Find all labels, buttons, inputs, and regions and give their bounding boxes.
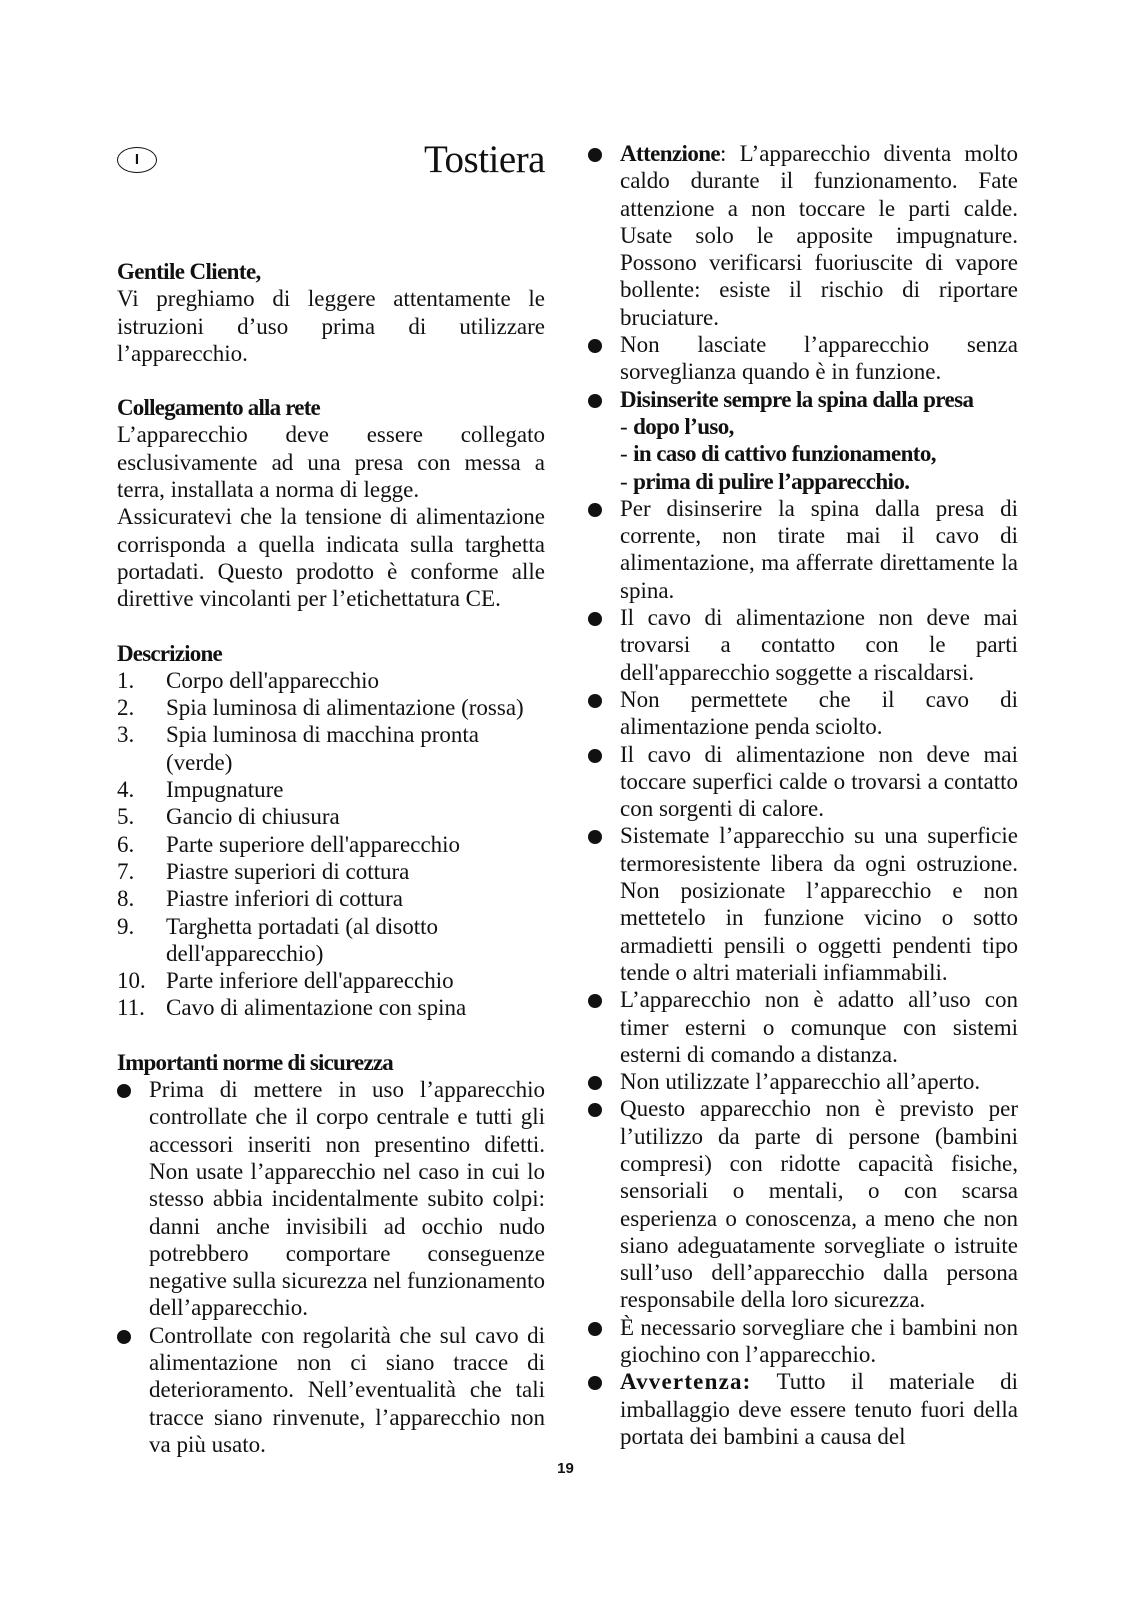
list-item: - dopo l’uso,: [620, 413, 734, 439]
connection-heading: Collegamento alla rete: [117, 395, 320, 421]
page-title: Tostiera: [423, 138, 545, 181]
intro-text: Vi preghiamo di leggere attentamente le istruzioni d’uso prima di utilizzare l’apparecchio.: [117, 286, 545, 366]
attention-label: Attenzione: [620, 141, 721, 166]
parts-list: [117, 667, 545, 1022]
safety-item: Per disinserire la spina dalla presa di corrente, non tirate mai il cavo di alimentazione, ma afferrate direttamente la spina.: [588, 495, 1018, 604]
safety-item: Sistemate l’apparecchio su una superficie termoresistente libera da ogni ostruzione. Non posizionate l’apparecchio e non mettetelo in funzione vicino o sotto armadietti pensili o oggetti pendenti tipo tende o altri materiali infiammabili.: [588, 822, 1018, 986]
list-item: 8. Piastre inferiori di cottura: [117, 886, 403, 912]
unplug-cases: [620, 413, 1018, 495]
description-heading: Descrizione: [117, 640, 222, 666]
list-item: 7. Piastre superiori di cottura: [117, 858, 410, 884]
safety-heading: Importanti norme di sicurezza: [117, 1049, 393, 1075]
page-number: 19: [557, 1460, 574, 1477]
list-item: 5. Gancio di chiusura: [117, 804, 340, 830]
safety-item-attention: Attenzione: L’apparecchio diventa molto caldo durante il funzionamento. Fate attenzione a non toccare le parti calde. Usate solo le apposite impugnature. Possono verificarsi fuoriuscite di vapore bollente: esiste il rischio di riportare bruciature.: [588, 140, 1018, 331]
safety-item: È necessario sorvegliare che i bambini non giochino con l’apparecchio.: [588, 1314, 1018, 1369]
connection-paragraph-2: Assicuratevi che la tensione di alimentazione corrisponda a quella indicata sulla targhetta portadati. Questo prodotto è conforme alle direttive vincolanti per l’etichettatura CE.: [117, 504, 545, 612]
list-item: 9. Targhetta portadati (al disotto dell'apparecchio): [117, 913, 438, 966]
list-item: 2. Spia luminosa di alimentazione (rossa): [117, 695, 524, 721]
list-item: - prima di pulire l’apparecchio.: [620, 468, 910, 494]
safety-item: Il cavo di alimentazione non deve mai trovarsi a contatto con le parti dell'apparecchio soggette a riscaldarsi.: [588, 604, 1018, 686]
safety-item: Questo apparecchio non è previsto per l’utilizzo da parte di persone (bambini compresi) con ridotte capacità fisiche, sensoriali o mentali, o con scarsa esperienza o conoscenza, a meno che non siano adeguatamente sorvegliate o istruite sull’uso dell’apparecchio dalla persona responsabile della loro sicurezza.: [588, 1095, 1018, 1313]
list-item: - in caso di cattivo funzionamento,: [620, 441, 936, 467]
list-item: 6. Parte superiore dell'apparecchio: [117, 831, 461, 857]
left-column: [117, 140, 545, 1458]
list-item: 11. Cavo di alimentazione con spina: [117, 995, 467, 1021]
safety-item: Il cavo di alimentazione non deve mai toccare superfici calde o trovarsi a contatto con sorgenti di calore.: [588, 741, 1018, 823]
unplug-heading: Disinserite sempre la spina dalla presa: [620, 386, 974, 412]
connection-paragraph-1: L’apparecchio deve essere collegato esclusivamente ad una presa con messa a terra, installata a norma di legge.: [117, 422, 545, 503]
safety-item-unplug: [588, 386, 1018, 495]
language-badge: I: [117, 147, 157, 173]
safety-item: Non lasciate l’apparecchio senza sorveglianza quando è in funzione.: [588, 331, 1018, 386]
safety-item: Prima di mettere in uso l’apparecchio controllate che il corpo centrale e tutti gli accessori inseriti non presentino difetti. Non usate l’apparecchio nel caso in cui lo stesso abbia incidentalmente subito colpi: danni anche invisibili ad occhio nudo potrebbero comportare conseguenze negative sulla sicurezza nel funzionamento dell’apparecchio.: [117, 1076, 545, 1322]
safety-list-right: [588, 140, 1018, 1450]
page-header: [117, 140, 545, 258]
list-item: 3. Spia luminosa di macchina pronta (verde): [117, 722, 479, 775]
list-item: 4. Impugnature: [117, 777, 284, 803]
safety-item: Controllate con regolarità che sul cavo di alimentazione non ci siano tracce di deterioramento. Nell’eventualità che tali tracce siano rinvenute, l’apparecchio non va più usato.: [117, 1322, 545, 1458]
safety-item: Non utilizzate l’apparecchio all’aperto.: [588, 1068, 1018, 1095]
safety-item: L’apparecchio non è adatto all’uso con timer esterni o comunque con sistemi esterni di comando a distanza.: [588, 986, 1018, 1068]
warning-label: Avvertenza:: [620, 1369, 752, 1395]
safety-list-left: [117, 1076, 545, 1458]
safety-item: Non permettete che il cavo di alimentazione penda sciolto.: [588, 686, 1018, 741]
list-item: 1. Corpo dell'apparecchio: [117, 667, 379, 693]
greeting: Gentile Cliente,: [117, 259, 261, 284]
right-column: [588, 140, 1018, 1450]
list-item: 10. Parte inferiore dell'apparecchio: [117, 968, 454, 994]
safety-item-warning: Avvertenza: Tutto il materiale di imballaggio deve essere tenuto fuori della portata dei bambini a causa del: [588, 1368, 1018, 1450]
